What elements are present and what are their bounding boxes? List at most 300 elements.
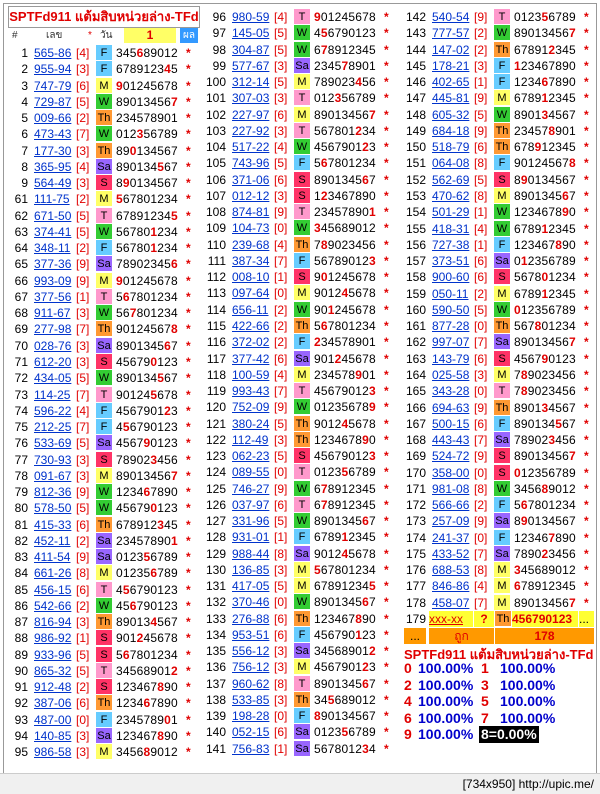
- day-badge: M: [96, 744, 112, 759]
- table-row: [204, 611, 396, 627]
- table-row: [6, 452, 198, 468]
- row-code-link[interactable]: 986-92: [34, 631, 72, 646]
- row-code-link[interactable]: 380-24: [232, 416, 270, 431]
- row-code-link[interactable]: 012-12: [232, 188, 270, 203]
- row-digits: 901245678: [116, 273, 178, 288]
- row-number: 161: [405, 319, 426, 334]
- row-bracket: [8]: [274, 676, 288, 691]
- day-badge: Th: [495, 43, 509, 56]
- row-code-link[interactable]: 257-09: [432, 514, 470, 529]
- row-code-link[interactable]: 445-81: [432, 91, 470, 106]
- row-number: 121: [205, 416, 226, 431]
- row-code-link[interactable]: 372-02: [232, 335, 270, 350]
- row-digits: 345689012: [514, 563, 576, 578]
- row-bracket: [5]: [76, 663, 90, 678]
- row-code-link[interactable]: 458-07: [432, 595, 470, 610]
- row-code-link[interactable]: 487-00: [34, 712, 72, 727]
- row-code-link[interactable]: 953-51: [232, 627, 270, 642]
- row-code-link[interactable]: 100-59: [232, 367, 270, 382]
- row-code-link[interactable]: 091-67: [34, 468, 72, 483]
- row-code-link[interactable]: 846-86: [432, 579, 470, 594]
- row-code-link[interactable]: 730-93: [34, 452, 72, 467]
- row-star: *: [186, 322, 191, 337]
- row-number: 98: [212, 42, 226, 57]
- row-bracket: [1]: [474, 75, 488, 90]
- row-star: *: [186, 111, 191, 125]
- row-code-link[interactable]: 688-53: [432, 563, 470, 578]
- row-code-link[interactable]: 877-28: [432, 319, 470, 334]
- row-code-link[interactable]: 112-49: [232, 432, 269, 447]
- row-code-link[interactable]: 008-10: [232, 270, 270, 285]
- row-star: *: [384, 611, 389, 626]
- table-row: [404, 383, 596, 399]
- row-code-link[interactable]: 365-95: [34, 159, 72, 174]
- row-code-link[interactable]: 564-49: [34, 176, 72, 191]
- row-code-link[interactable]: 684-18: [432, 123, 470, 138]
- row-star: *: [384, 42, 389, 57]
- row-bracket: [3]: [76, 306, 90, 321]
- day-badge: Th: [295, 433, 309, 446]
- row-star: *: [584, 319, 589, 334]
- row-number: 138: [205, 692, 226, 707]
- row-number: 3: [21, 78, 28, 93]
- row-digits: 456790123: [314, 26, 376, 41]
- row-code-link[interactable]: 143-79: [432, 351, 470, 366]
- row-code-link[interactable]: 993-43: [232, 384, 270, 398]
- row-number: 7: [21, 143, 28, 158]
- day-badge: M: [294, 578, 310, 593]
- row-digits: 123467890: [514, 237, 576, 252]
- row-code-link[interactable]: 562-69: [432, 172, 470, 187]
- row-code-link[interactable]: 612-20: [34, 354, 72, 369]
- table-row: [204, 334, 396, 350]
- row-number: 160: [405, 302, 426, 317]
- row-code-link[interactable]: 812-36: [34, 485, 72, 499]
- row-code-link[interactable]: 500-15: [432, 416, 470, 431]
- row-bracket: [9]: [474, 449, 488, 464]
- row-code-link[interactable]: 276-88: [232, 611, 270, 626]
- hit-digit: 5: [116, 192, 123, 207]
- row-code-link[interactable]: 960-62: [232, 676, 270, 691]
- row-number: 157: [405, 254, 426, 268]
- row-code-link[interactable]: 577-67: [232, 58, 270, 73]
- row-code-link[interactable]: 402-65: [432, 75, 470, 90]
- hit-digit: 7: [171, 468, 178, 483]
- row-code-link[interactable]: 377-36: [34, 257, 72, 272]
- day-badge: F: [294, 529, 310, 544]
- row-code-link[interactable]: 312-14: [232, 75, 270, 89]
- day-badge: F: [96, 61, 112, 76]
- day-badge: F: [294, 708, 310, 723]
- row-code-link[interactable]: 533-85: [232, 692, 270, 707]
- row-bracket: [2]: [76, 533, 90, 548]
- day-badge: Th: [295, 238, 309, 251]
- row-code-link[interactable]: 671-50: [34, 208, 72, 223]
- row-code-link[interactable]: 524-72: [432, 449, 470, 464]
- day-badge: Sa: [295, 352, 309, 365]
- row-code-link[interactable]: 470-62: [432, 189, 470, 203]
- row-bracket: [5]: [474, 302, 488, 317]
- row-code-link[interactable]: 227-92: [232, 123, 270, 138]
- row-code-link[interactable]: 865-32: [34, 663, 72, 678]
- table-row: [204, 497, 396, 513]
- row-code-link[interactable]: 418-31: [432, 221, 470, 236]
- row-number: 80: [14, 501, 28, 516]
- row-bracket: [7]: [474, 433, 488, 447]
- row-code-link[interactable]: 348-11: [34, 241, 71, 256]
- row-number: 111: [207, 253, 226, 268]
- table-row: [204, 416, 396, 432]
- row-star: *: [584, 433, 589, 447]
- row-code-link[interactable]: 387-06: [34, 696, 72, 711]
- row-number: 108: [205, 205, 226, 220]
- row-bracket: [0]: [274, 465, 288, 480]
- table-row: [6, 370, 198, 386]
- table-row: [404, 513, 596, 529]
- row-digits: 456790123: [314, 449, 376, 463]
- row-digits: 345689012: [116, 745, 178, 760]
- row-number: 151: [405, 156, 426, 171]
- row-code-link[interactable]: 370-46: [232, 595, 270, 610]
- row-code-link[interactable]: 518-79: [432, 140, 470, 155]
- row-code-link[interactable]: 727-38: [432, 237, 470, 252]
- hit-digit: 0: [150, 501, 158, 516]
- row-digits: 890134567: [116, 371, 178, 386]
- table-row: [6, 78, 198, 94]
- row-code-link[interactable]: 752-09: [232, 400, 270, 415]
- row-bracket: [3]: [76, 728, 90, 743]
- hit-digit: 3: [369, 253, 376, 268]
- row-code-link[interactable]: 816-94: [34, 615, 72, 630]
- hit-digit: 4: [341, 416, 349, 431]
- row-code-link[interactable]: 374-41: [34, 224, 72, 239]
- row-code-link[interactable]: 988-44: [232, 546, 270, 561]
- row-bracket: [9]: [474, 400, 488, 415]
- day-badge: F: [96, 45, 112, 60]
- day-badge: Sa: [295, 726, 309, 739]
- row-number: 92: [14, 696, 28, 711]
- row-star: *: [584, 91, 589, 106]
- table-row: [404, 416, 596, 432]
- row-bracket: [5]: [274, 514, 288, 529]
- row-code-link[interactable]: 140-85: [34, 728, 72, 743]
- row-digits: 567801234: [314, 156, 376, 171]
- row-digits: 345689012: [116, 663, 178, 678]
- row-code-link[interactable]: 433-52: [432, 546, 470, 561]
- row-code-link[interactable]: 596-22: [34, 403, 72, 418]
- row-code-link[interactable]: 358-00: [432, 465, 470, 480]
- row-code-link[interactable]: 931-01: [232, 530, 270, 545]
- row-star: *: [384, 335, 389, 350]
- table-row: [204, 708, 396, 724]
- row-bracket: [8]: [274, 546, 288, 561]
- row-code-link[interactable]: 104-73: [232, 221, 270, 236]
- table-row: [404, 367, 596, 383]
- row-code-link[interactable]: 177-30: [34, 143, 72, 158]
- row-code-link[interactable]: 578-50: [34, 501, 72, 516]
- row-code-link[interactable]: 540-54: [432, 10, 470, 24]
- table-row: [6, 679, 198, 695]
- row-code-link[interactable]: 777-57: [432, 26, 470, 41]
- row-code-link[interactable]: 661-26: [34, 566, 72, 581]
- row-code-link[interactable]: 911-67: [34, 306, 71, 321]
- row-code-link[interactable]: 415-33: [34, 517, 72, 532]
- day-badge: Sa: [495, 515, 509, 528]
- row-code-link[interactable]: 756-83: [232, 741, 270, 756]
- row-code-link[interactable]: 517-22: [232, 140, 270, 155]
- row-code-link[interactable]: 064-08: [432, 156, 470, 171]
- table-row: [204, 107, 396, 123]
- row-digits: 789023456: [314, 75, 376, 89]
- row-code-link[interactable]: 377-56: [34, 289, 72, 304]
- row-code-link[interactable]: 227-97: [232, 107, 270, 122]
- table-row: [6, 224, 198, 240]
- row-code-link[interactable]: 198-28: [232, 709, 270, 724]
- row-code-link[interactable]: 028-76: [34, 338, 72, 353]
- row-star: *: [384, 188, 389, 203]
- row-star: *: [584, 514, 589, 529]
- row-code-link[interactable]: 955-94: [34, 62, 72, 77]
- summary-row: [404, 726, 594, 743]
- row-star: *: [584, 286, 589, 301]
- row-code-link[interactable]: 331-96: [232, 514, 270, 529]
- row-digits: 678912345: [314, 42, 376, 57]
- row-code-link[interactable]: 986-58: [34, 745, 72, 760]
- row-number: 148: [405, 107, 426, 122]
- day-badge: M: [494, 562, 510, 577]
- row-code-link[interactable]: 050-11: [432, 286, 469, 301]
- pending-code[interactable]: xxx-xx: [429, 611, 473, 627]
- row-number: 131: [205, 579, 226, 594]
- row-code-link[interactable]: 565-86: [34, 46, 72, 60]
- table-row: [6, 45, 198, 61]
- table-row: [204, 383, 396, 399]
- row-bracket: [2]: [76, 192, 90, 207]
- day-badge: Sa: [97, 160, 111, 173]
- hit-digit: 8: [320, 237, 328, 252]
- row-code-link[interactable]: 556-12: [232, 644, 270, 659]
- row-bracket: [5]: [76, 371, 90, 386]
- row-code-link[interactable]: 239-68: [232, 237, 270, 252]
- table-row: [204, 269, 396, 285]
- row-star: *: [584, 189, 589, 203]
- day-badge: W: [494, 302, 510, 317]
- row-code-link[interactable]: 980-59: [232, 10, 270, 24]
- day-badge: Sa: [97, 551, 111, 564]
- hit-digit: 4: [355, 75, 363, 89]
- day-badge: Sa: [97, 258, 111, 271]
- row-code-link[interactable]: 605-32: [432, 107, 470, 122]
- row-digits: 901245678: [314, 270, 376, 285]
- hit-digit: 6: [320, 318, 328, 333]
- row-code-link[interactable]: 025-58: [432, 367, 470, 382]
- row-star: *: [186, 224, 191, 239]
- row-number: 97: [212, 26, 226, 41]
- row-star: *: [584, 107, 589, 122]
- row-number: 72: [14, 371, 28, 386]
- table-row: [6, 240, 198, 256]
- table-row: [204, 578, 396, 594]
- row-star: *: [186, 680, 191, 695]
- row-star: *: [584, 384, 589, 399]
- row-code-link[interactable]: 097-64: [232, 286, 270, 301]
- row-star: *: [384, 156, 389, 171]
- row-code-link[interactable]: 533-69: [34, 436, 72, 451]
- row-code-link[interactable]: 456-15: [34, 582, 72, 597]
- row-code-link[interactable]: 746-27: [232, 481, 270, 496]
- row-code-link[interactable]: 111-75: [34, 192, 70, 207]
- row-number: 119: [206, 384, 226, 398]
- table-row: [404, 562, 596, 578]
- row-code-link[interactable]: 417-05: [232, 579, 270, 594]
- row-code-link[interactable]: 997-07: [432, 335, 470, 350]
- row-star: *: [584, 26, 589, 41]
- row-digits: 234578901: [116, 111, 178, 125]
- hit-digit: 5: [157, 371, 165, 386]
- row-code-link[interactable]: 377-42: [232, 351, 270, 366]
- row-code-link[interactable]: 747-79: [34, 78, 72, 93]
- row-code-link[interactable]: 009-66: [34, 111, 72, 125]
- row-star: *: [186, 241, 191, 256]
- table-row: [204, 172, 396, 188]
- row-code-link[interactable]: 473-43: [34, 127, 72, 142]
- row-star: *: [384, 709, 389, 724]
- table-row: [204, 692, 396, 708]
- row-number: 76: [14, 436, 28, 451]
- row-bracket: [9]: [474, 514, 488, 529]
- hit-digit: 3: [514, 563, 521, 578]
- hit-digit: 3: [369, 449, 376, 463]
- row-code-link[interactable]: 422-66: [232, 318, 270, 333]
- row-code-link[interactable]: 756-12: [232, 660, 270, 675]
- row-code-link[interactable]: 694-63: [432, 400, 470, 415]
- row-bracket: [5]: [76, 501, 90, 516]
- row-code-link[interactable]: 371-06: [232, 172, 270, 187]
- table-row: [6, 321, 198, 337]
- row-number: 1: [21, 46, 28, 60]
- row-digits: 123467890: [514, 75, 576, 90]
- hit-digit: 3: [369, 384, 376, 398]
- row-star: *: [186, 631, 191, 646]
- table-row: [204, 546, 396, 562]
- day-badge: Sa: [295, 547, 309, 560]
- row-bracket: [2]: [474, 26, 488, 41]
- row-star: *: [186, 517, 191, 532]
- row-code-link[interactable]: 912-48: [34, 680, 72, 695]
- hit-digit: 9: [562, 205, 569, 220]
- row-code-link[interactable]: 411-54: [34, 550, 71, 565]
- row-code-link[interactable]: 566-66: [432, 498, 470, 513]
- table-row: [6, 712, 198, 728]
- row-number: 149: [405, 123, 426, 138]
- day-badge: S: [96, 452, 112, 467]
- row-code-link[interactable]: 900-60: [432, 270, 470, 285]
- table-row: [6, 630, 198, 646]
- table-row: [204, 58, 396, 74]
- row-code-link[interactable]: 114-25: [34, 387, 71, 402]
- row-digits: 234578901: [514, 123, 576, 138]
- row-star: *: [584, 221, 589, 236]
- row-number: 112: [206, 270, 226, 285]
- row-star: *: [384, 26, 389, 41]
- table-row: [6, 94, 198, 110]
- row-code-link[interactable]: 052-15: [232, 725, 270, 740]
- row-code-link[interactable]: 452-11: [34, 533, 71, 548]
- row-bracket: [6]: [474, 270, 488, 285]
- table-row: [404, 237, 596, 253]
- row-code-link[interactable]: 434-05: [34, 371, 72, 386]
- row-bracket: [1]: [274, 270, 288, 285]
- row-code-link[interactable]: 304-87: [232, 42, 270, 57]
- hit-digit: 6: [150, 566, 158, 581]
- day-badge: M: [494, 578, 510, 593]
- row-code-link[interactable]: 062-23: [232, 449, 270, 463]
- hit-digit: 1: [541, 221, 549, 236]
- table-row: [404, 204, 596, 220]
- row-code-link[interactable]: 241-37: [432, 530, 470, 545]
- row-code-link[interactable]: 147-02: [432, 42, 470, 57]
- row-number: 144: [405, 42, 426, 57]
- table-row: [204, 562, 396, 578]
- row-code-link[interactable]: 743-96: [232, 156, 270, 171]
- row-code-link[interactable]: 373-51: [432, 254, 470, 268]
- table-row: [6, 695, 198, 711]
- day-badge: Th: [295, 319, 309, 332]
- row-bracket: [7]: [474, 546, 488, 561]
- hit-digit: 3: [150, 452, 158, 467]
- row-code-link[interactable]: 501-29: [432, 205, 470, 220]
- row-code-link[interactable]: 307-03: [232, 91, 270, 106]
- row-code-link[interactable]: 089-55: [232, 465, 270, 480]
- day-badge: F: [294, 627, 310, 642]
- row-code-link[interactable]: 037-97: [232, 497, 270, 512]
- row-bracket: [3]: [76, 338, 90, 353]
- row-bracket: [5]: [274, 579, 288, 594]
- day-badge: W: [294, 594, 310, 609]
- row-code-link[interactable]: 981-08: [432, 481, 470, 496]
- hit-digit: 5: [555, 416, 563, 431]
- row-bracket: [5]: [76, 208, 90, 223]
- row-code-link[interactable]: 212-25: [34, 420, 72, 434]
- row-code-link[interactable]: 590-50: [432, 302, 470, 317]
- row-code-link[interactable]: 729-87: [34, 94, 72, 109]
- row-code-link[interactable]: 145-05: [232, 26, 270, 41]
- row-digits: 890134567: [314, 595, 376, 610]
- row-code-link[interactable]: 178-21: [432, 58, 470, 73]
- row-code-link[interactable]: 277-98: [34, 322, 72, 337]
- row-code-link[interactable]: 874-81: [232, 205, 270, 220]
- row-code-link[interactable]: 343-28: [432, 384, 470, 399]
- table-row: [6, 175, 198, 191]
- row-code-link[interactable]: 542-66: [34, 598, 72, 613]
- hit-digit: 5: [150, 387, 158, 402]
- row-digits: 901245678: [314, 546, 376, 561]
- row-code-link[interactable]: 387-34: [232, 253, 270, 268]
- day-badge: Th: [495, 141, 509, 154]
- day-badge: W: [294, 481, 310, 496]
- row-star: *: [384, 253, 389, 268]
- row-bracket: [6]: [274, 107, 288, 122]
- row-code-link[interactable]: 993-09: [34, 273, 72, 288]
- table-row: [404, 546, 596, 562]
- row-code-link[interactable]: 656-11: [232, 302, 269, 317]
- row-star: *: [384, 579, 389, 594]
- row-code-link[interactable]: 933-96: [34, 647, 72, 662]
- hit-digit: 8: [520, 367, 528, 382]
- row-code-link[interactable]: 136-85: [232, 562, 270, 577]
- pending-more: ...: [579, 611, 594, 627]
- row-code-link[interactable]: 443-43: [432, 433, 470, 447]
